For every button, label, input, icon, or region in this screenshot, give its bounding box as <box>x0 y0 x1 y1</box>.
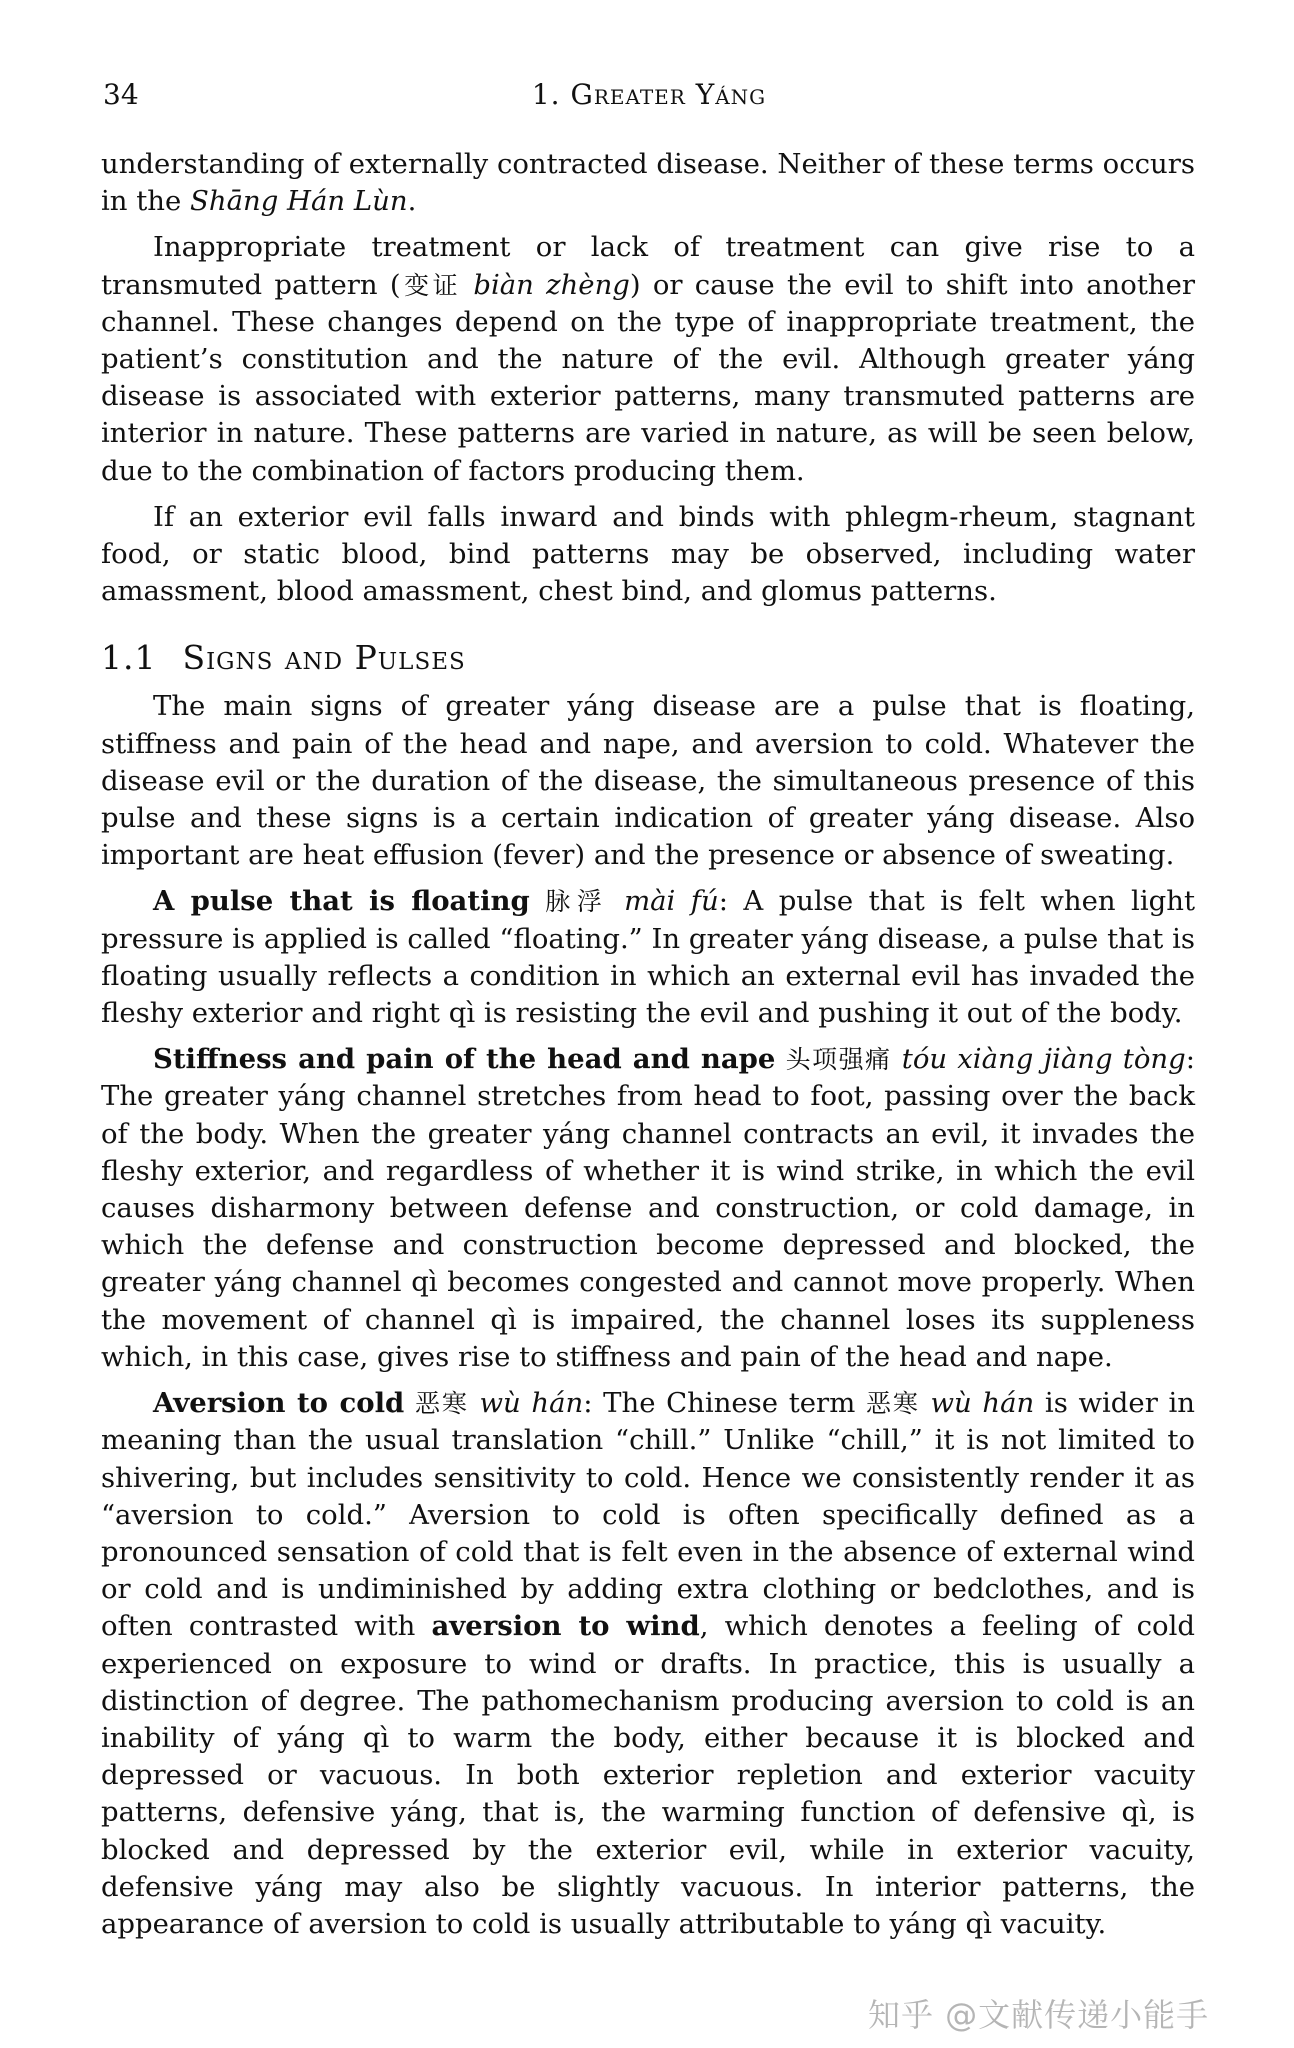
section-heading <box>101 638 1195 678</box>
bold-term: Aversion to cold <box>153 1387 405 1420</box>
section-title: Signs and Pulses <box>182 638 466 678</box>
bold-term: Stiffness and pain of the head and nape <box>153 1043 776 1076</box>
pinyin-term: wù hán <box>930 1387 1035 1420</box>
paragraph-floating-pulse: A pulse that is floating 脉浮 mài fú: A pulse that is felt when light pressure is applied is called “floating.” In greater yáng disease, a pulse that is floating usually reflects a condition in which an external evil has invaded the fleshy exterior and right qì is resisting the evil and pushing it out of the body. <box>101 885 1196 1030</box>
body-text <box>101 146 1195 1952</box>
section-number: 1.1 <box>101 638 157 678</box>
running-head: 1. Greater Yáng <box>531 78 767 111</box>
chinese-term: 脉浮 <box>545 887 609 917</box>
pinyin-term: mài fú <box>624 885 719 918</box>
chinese-term: 恶寒 <box>414 1389 469 1419</box>
pinyin-term: wù hán <box>479 1387 584 1420</box>
pinyin-term: tóu xiàng jiàng tòng <box>901 1043 1186 1076</box>
page-number: 34 <box>103 78 139 111</box>
page-header <box>103 78 1195 118</box>
bold-term: A pulse that is floating <box>153 885 530 918</box>
paragraph-main-signs: The main signs of greater yáng disease are a pulse that is floating, stiffness and pain of the head and nape, and aversion to cold. Whatever the disease evil or the duration of the disease, the simultaneous presence of this pulse and these signs is a certain indication of greater yáng disease. Also important are heat effusion (fever) and the presence or absence of sweating. <box>101 690 1195 872</box>
book-title: Shāng Hán Lùn <box>190 185 408 218</box>
watermark: 知乎 @文献传递小能手 <box>868 1996 1210 2034</box>
chinese-term: 头项强痛 <box>785 1045 892 1075</box>
paragraph-transmuted-patterns: Inappropriate treatment or lack of treatment can give rise to a transmuted pattern (变证 biàn zhèng) or cause the evil to shift into another channel. These changes depend on the type of inappropriate treatment, the patient’s constitution and the nature of the evil. Although greater yáng disease is associated with exterior patterns, many transmuted patterns are interior in nature. These patterns are varied in nature, as will be seen below, due to the combination of factors producing them. <box>101 231 1195 487</box>
paragraph-bind-patterns: If an exterior evil falls inward and binds with phlegm-rheum, stagnant food, or static blood, bind patterns may be observed, including water amassment, blood amassment, chest bind, and glomus patterns. <box>101 500 1195 608</box>
chinese-term: 恶寒 <box>865 1389 920 1419</box>
paragraph-aversion-to-cold: Aversion to cold 恶寒 wù hán: The Chinese term 恶寒 wù hán is wider in meaning than the usual translation “chill.” Unlike “chill,” it is not limited to shivering, but includes sensitivity to cold. Hence we consistently render it as “aversion to cold.” Aversion to cold is often specifically defined as a pronounced sensation of cold that is felt even in the absence of external wind or cold and is undiminished by adding extra clothing or bedclothes, and is often contrasted with aversion to wind, which denotes a feeling of cold experienced on exposure to wind or drafts. In practice, this is usually a distinction of degree. The pathomechanism producing aversion to cold is an inability of yáng qì to warm the body, either because it is blocked and depressed or vacuous. In both exterior repletion and exterior vacuity patterns, defensive yáng, that is, the warming function of defensive qì, is blocked and depressed by the exterior evil, while in exterior vacuity, defensive yáng may also be slightly vacuous. In interior patterns, the appearance of aversion to cold is usually attributable to yáng qì vacuity. <box>101 1387 1196 1940</box>
paragraph-continuation: understanding of externally contracted disease. Neither of these terms occurs in the Shāng Hán Lùn. <box>101 148 1195 218</box>
bold-term: aversion to wind <box>431 1610 700 1643</box>
pinyin-term: biàn zhèng <box>473 268 630 301</box>
chinese-term: 变证 <box>400 270 462 300</box>
paragraph-head-nape: Stiffness and pain of the head and nape 头项强痛 tóu xiàng jiàng tòng: The greater yáng channel stretches from head to foot, passing over the back of the body. When the greater yáng channel contracts an evil, it invades the fleshy exterior, and regardless of whether it is wind strike, in which the evil causes disharmony between defense and construction, or cold damage, in which the defense and construction become depressed and blocked, the greater yáng channel qì becomes congested and cannot move properly. When the movement of channel qì is impaired, the channel loses its suppleness which, in this case, gives rise to stiffness and pain of the head and nape. <box>101 1043 1195 1373</box>
